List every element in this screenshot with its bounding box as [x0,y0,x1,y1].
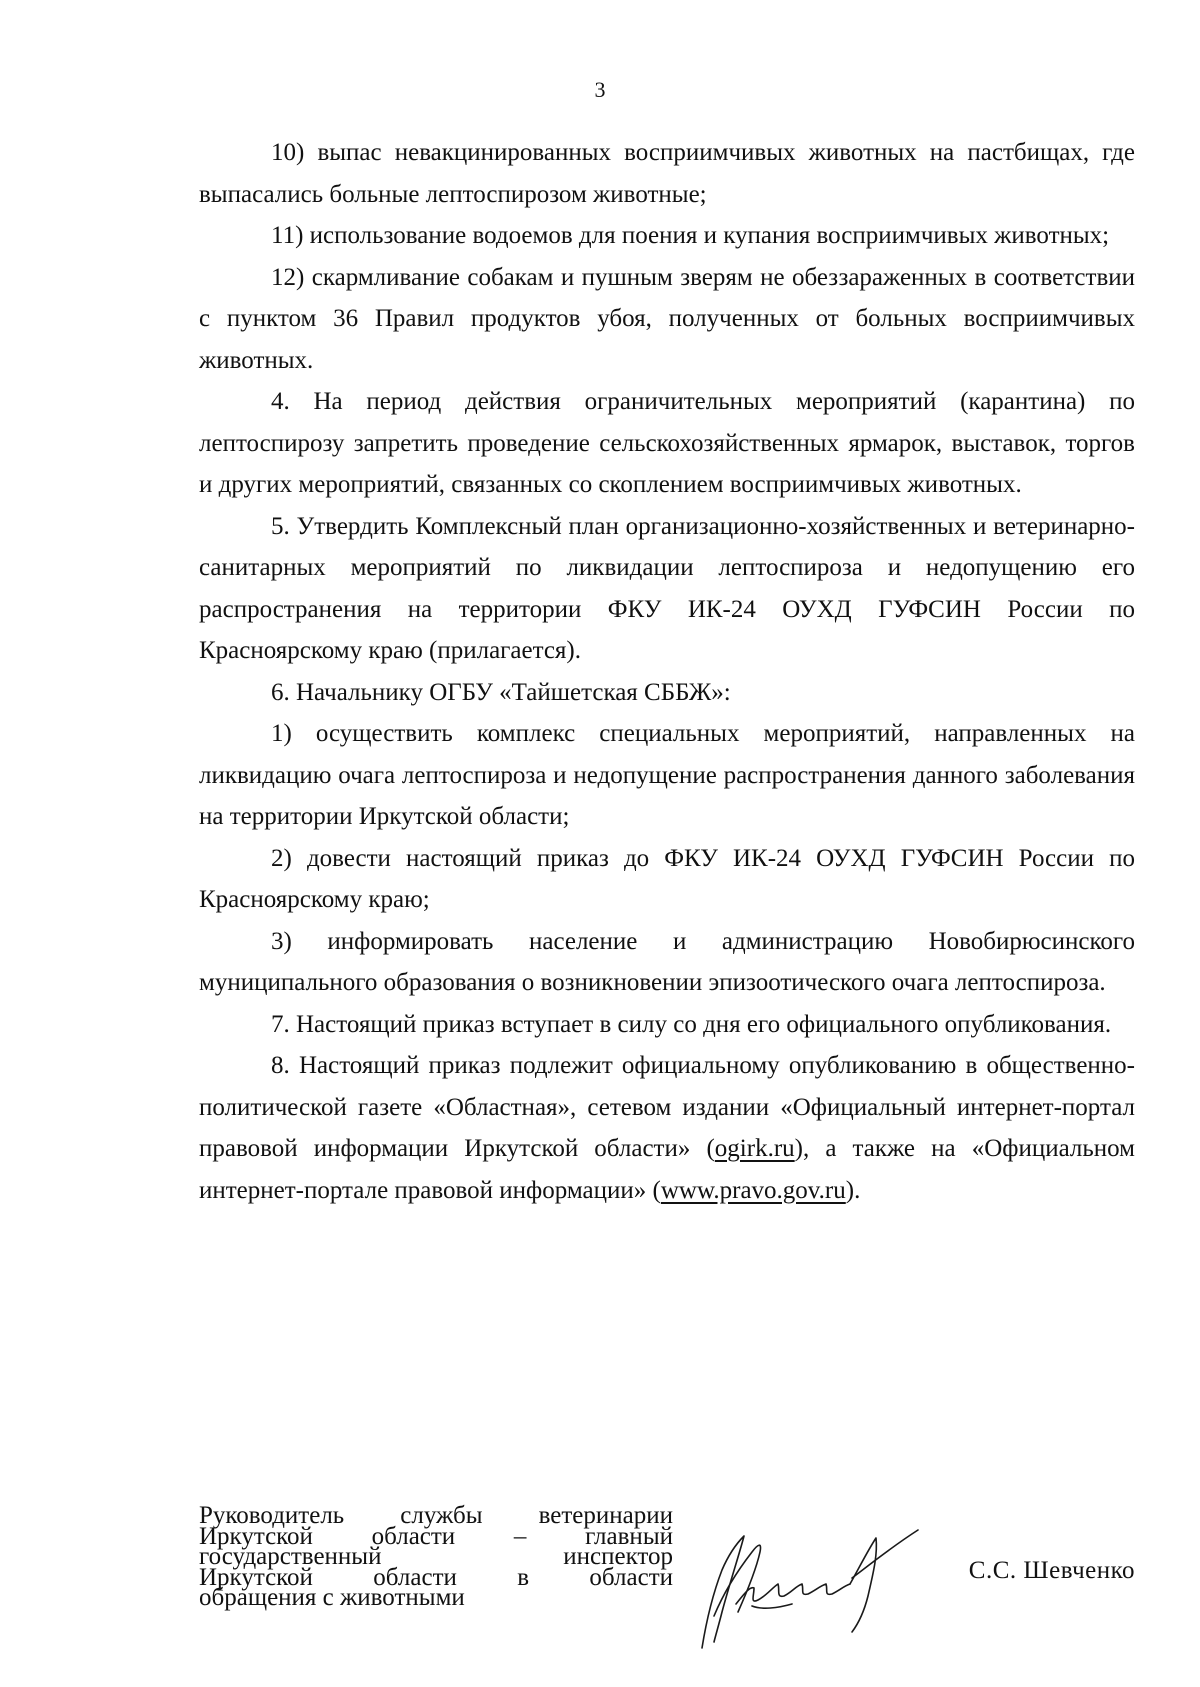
page-number: 3 [594,77,606,102]
clause-number: 8. [271,1052,290,1079]
position-line: обращения с животными [199,1584,465,1611]
paragraph-clause-5 [199,506,1135,672]
signer-name: С.С. Шевченко [968,1557,1135,1584]
paragraph-text: информировать население и администрацию Новобирюсинского муниципального образования о возникновении эпизоотического очага лептоспироза. [199,927,1135,996]
paragraph-text-end: ). [845,1176,861,1204]
signatory-position [199,1502,673,1611]
paragraph-text: Начальнику ОГБУ «Тайшетская СББЖ»: [296,678,731,706]
paragraph-text: использование водоемов для поения и купания восприимчивых животных; [309,222,1110,249]
paragraph-text: Утвердить Комплексный план организационно-хозяйственных и ветеринарно-санитарных мероприятий по ликвидации лептоспироза и недопущению его распространения на территории ФКУ ИК-24 ОУХД ГУФСИН России по Красноярскому краю (прилагается). [199,512,1135,664]
paragraph-text-start: Настоящий приказ подлежит официальному опубликованию в общественно-политической газете «Областная», сетевом издании «Официальный интернет-портал правовой информации Иркутской области» ( [199,1052,1136,1162]
clause-number: 4. [271,388,290,415]
link-pravo-gov[interactable]: www.pravo.gov.ru [660,1176,846,1204]
paragraph-subitem-2 [199,838,1135,921]
handwritten-signature [692,1508,927,1658]
paragraph-clause-8 [199,1045,1135,1211]
position-line: Иркутской области в области [199,1563,673,1591]
paragraph-text: выпас невакцинированных восприимчивых животных на пастбищах, где выпасались больные лептоспирозом животные; [199,139,1135,208]
paragraph-text: довести настоящий приказ до ФКУ ИК-24 ОУХД ГУФСИН России по Красноярскому краю; [199,844,1135,913]
clause-number: 6. [271,678,290,706]
paragraph-item-11 [199,215,1135,257]
item-number: 10) [271,139,305,166]
paragraph-clause-4 [199,381,1135,506]
clause-number: 7. [271,1010,290,1038]
position-line: Руководитель службы ветеринарии [199,1502,673,1529]
paragraph-clause-7 [199,1004,1135,1046]
item-number: 1) [271,720,292,747]
clause-number: 5. [271,512,290,540]
position-line: государственный инспектор [199,1543,673,1570]
paragraph-text: Настоящий приказ вступает в силу со дня его официального опубликования. [296,1010,1112,1038]
paragraph-text: осуществить комплекс специальных мероприятий, направленных на ликвидацию очага лептоспироза и недопущение распространения данного заболевания на территории Иркутской области; [199,720,1136,830]
paragraph-text-middle: ), а также на «Официальном интернет-портале правовой информации» ( [199,1135,1136,1204]
paragraph-item-10 [199,132,1135,215]
link-ogirk[interactable]: ogirk.ru [714,1135,795,1162]
item-number: 12) [271,263,305,291]
item-number: 3) [271,927,292,955]
paragraph-text: На период действия ограничительных мероприятий (карантина) по лептоспирозу запретить проведение сельскохозяйственных ярмарок, выставок, торгов и других мероприятий, связанных со скоплением восприимчивых животных. [199,388,1136,498]
paragraph-subitem-3 [199,921,1135,1004]
paragraph-item-12 [199,257,1135,382]
position-line: Иркутской области – главный [199,1522,673,1550]
item-number: 2) [271,844,292,872]
paragraph-subitem-1 [199,713,1135,838]
document-body [199,132,1135,1211]
paragraph-clause-6 [199,672,1135,714]
item-number: 11) [271,222,304,249]
paragraph-text: скармливание собакам и пушным зверям не обеззараженных в соответствии с пунктом 36 Правил продуктов убоя, полученных от больных восприимчивых животных. [199,263,1136,374]
